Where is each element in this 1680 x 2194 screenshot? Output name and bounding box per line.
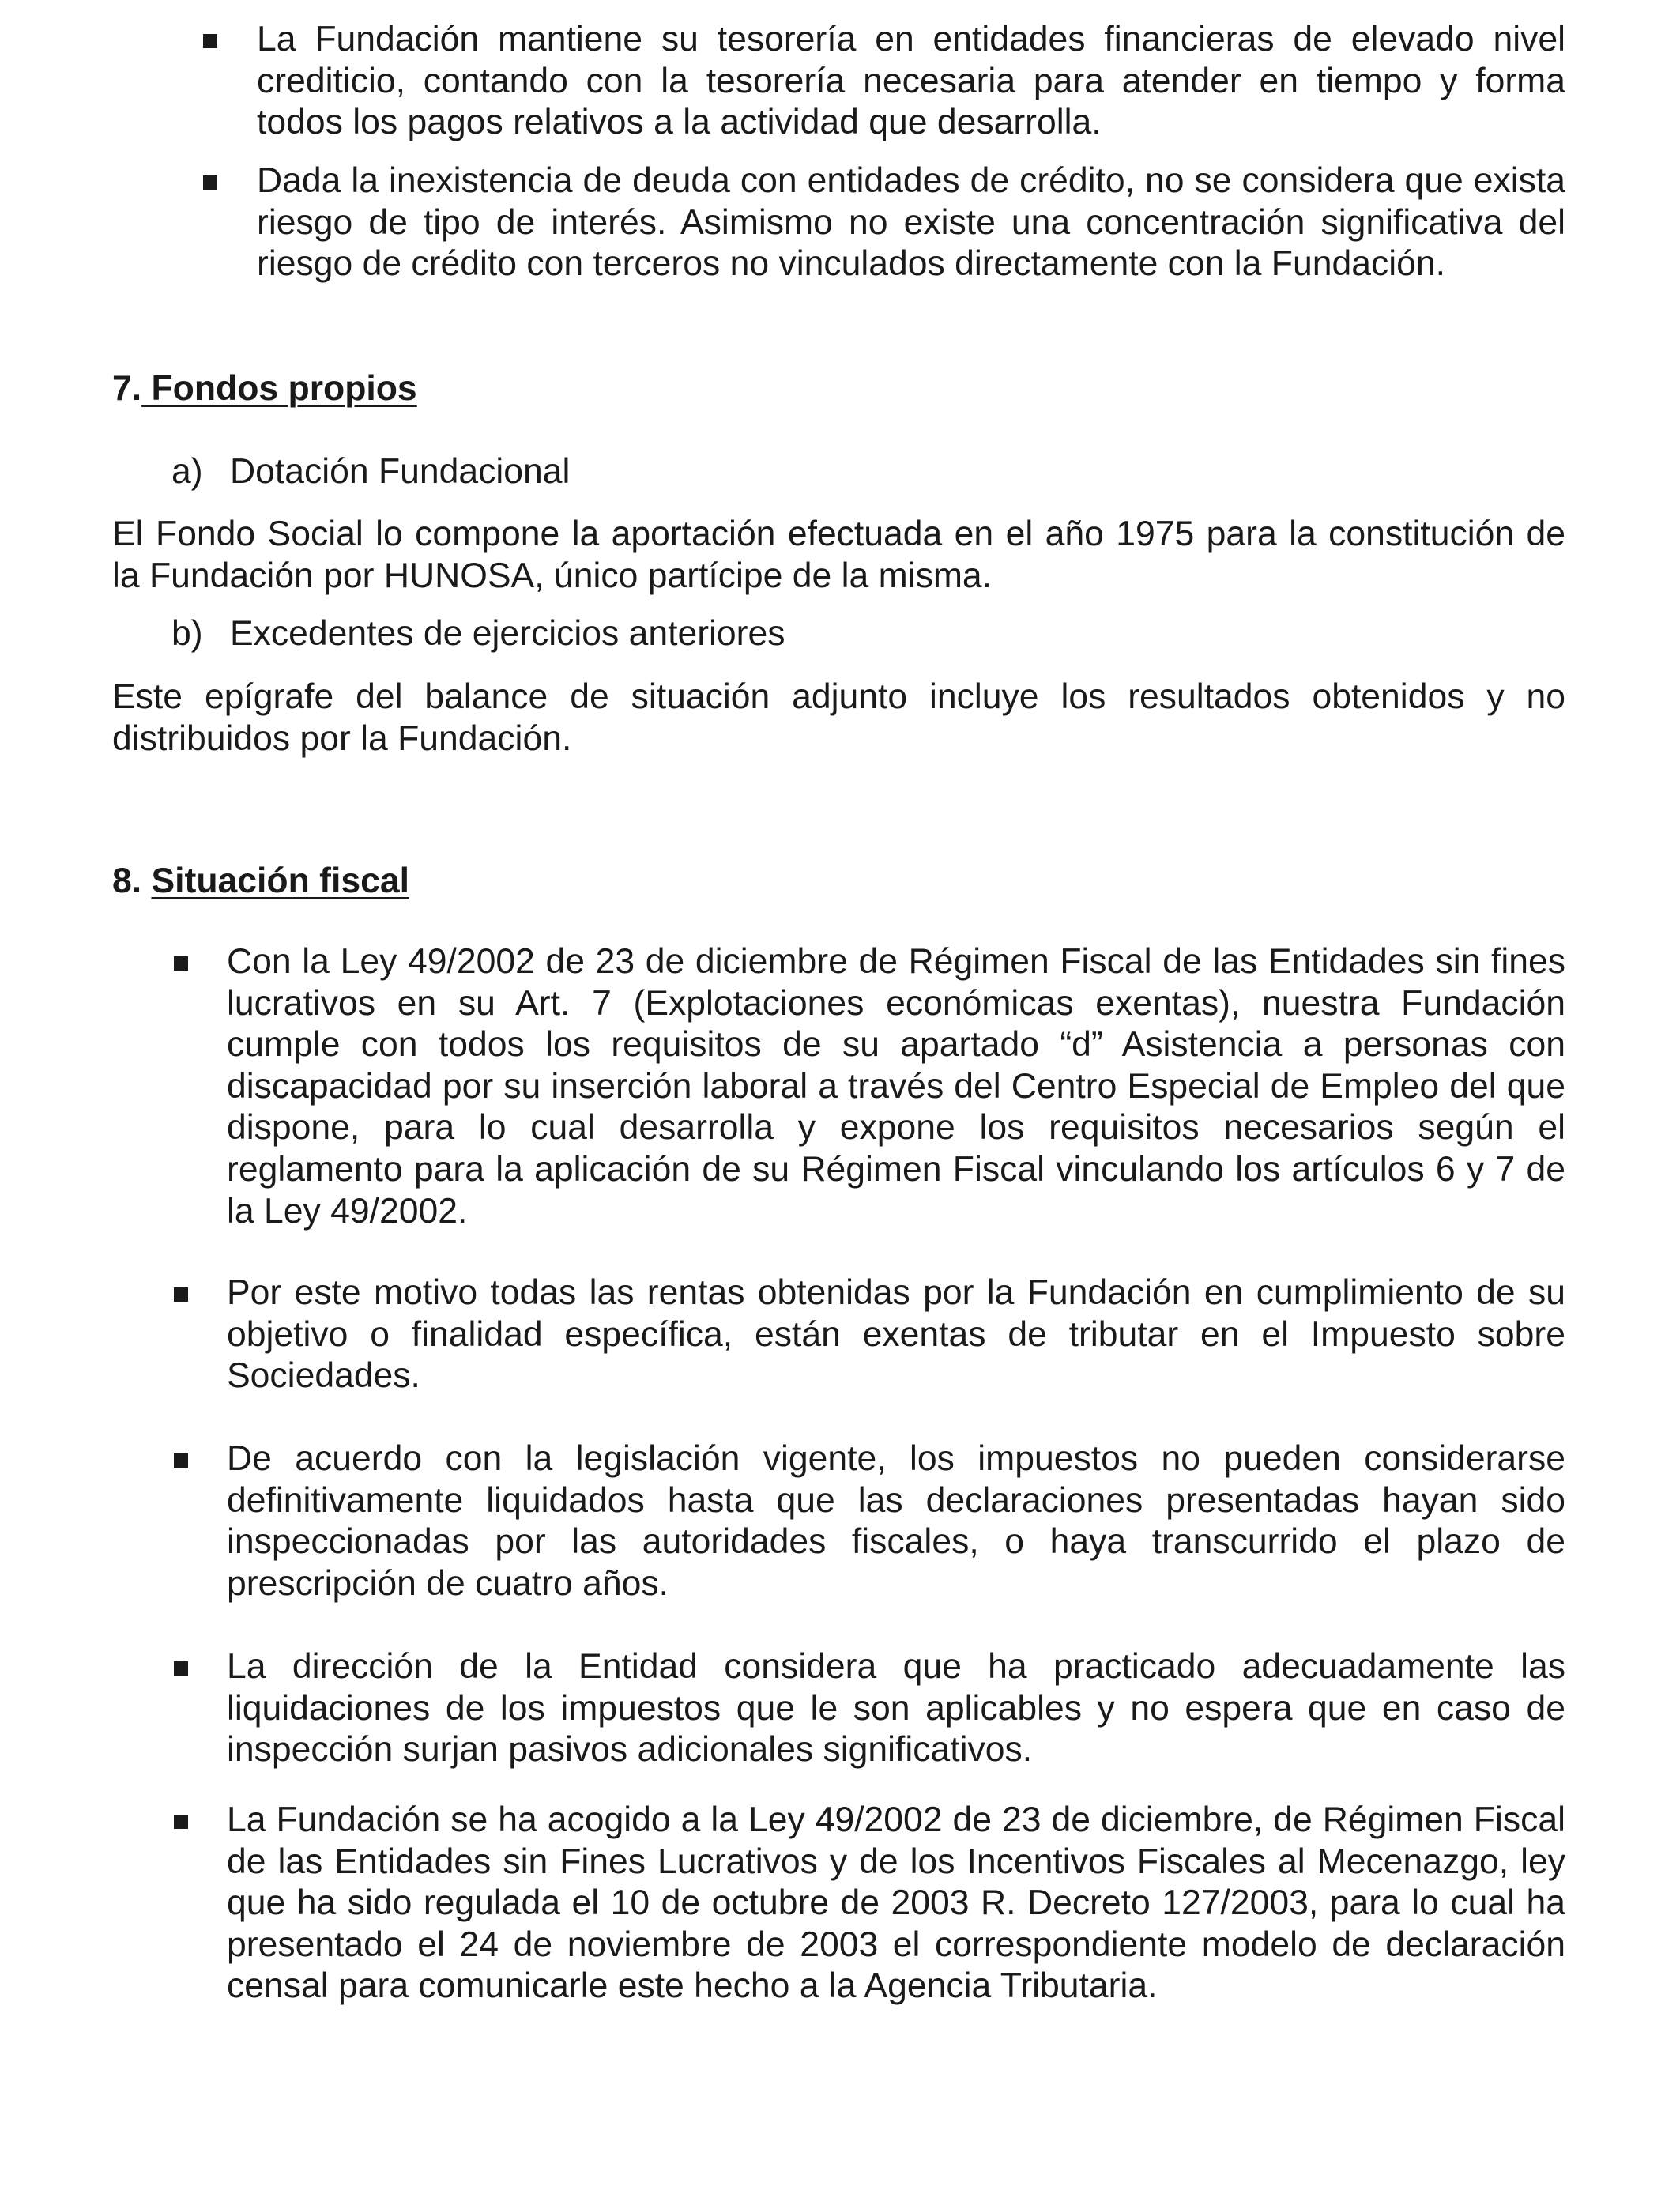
fiscal-bullet-1-text: Con la Ley 49/2002 de 23 de diciembre de Régimen Fiscal de las Entidades sin fines lucrativos en su Art. 7 (Explotaciones económicas exentas), nuestra Fundación cumple con todos los requisitos de su apartado “d” Asistencia a personas con discapacidad por su inserción laboral a través del Centro Especial de Empleo del que dispone, para lo cual desarrolla y expone los requisitos necesarios según el reglamento para la aplicación de su Régimen Fiscal vinculando los artículos 6 y 7 de la Ley 49/2002.	[227, 942, 1565, 1231]
section-7-title: Fondos propios	[141, 369, 417, 408]
top-bullet-1-text: La Fundación mantiene su tesorería en entidades financieras de elevado nivel crediticio, contando con la tesorería necesaria para atender en tiempo y forma todos los pagos relativos a la actividad que desarrolla.	[257, 20, 1565, 142]
section-8-number: 8.	[112, 861, 142, 900]
subsection-a	[171, 451, 570, 493]
top-bullet-2-text: Dada la inexistencia de deuda con entidades de crédito, no se considera que exista riesgo de tipo de interés. Asimismo no existe una concentración significativa del riesgo de crédito con terceros no vinculados directamente con la Fundación.	[257, 161, 1565, 284]
fiscal-bullet-5-text: La Fundación se ha acogido a la Ley 49/2002 de 23 de diciembre, de Régimen Fiscal de las Entidades sin Fines Lucrativos y de los Incentivos Fiscales al Mecenazgo, ley que ha sido regulada el 10 de octubre de 2003 R. Decreto 127/2003, para lo cual ha presentado el 24 de noviembre de 2003 el correspondiente modelo de declaración censal para comunicarle este hecho a la Agencia Tributaria.	[227, 1800, 1565, 2006]
fiscal-bullet-2-text: Por este motivo todas las rentas obtenidas por la Fundación en cumplimiento de su objetivo o finalidad específica, están exentas de tributar en el Impuesto sobre Sociedades.	[227, 1273, 1565, 1396]
bullet-marker	[174, 956, 188, 971]
subsection-b-title: Excedentes de ejercicios anteriores	[230, 614, 785, 653]
paragraph-fondo-social: El Fondo Social lo compone la aportación efectuada en el año 1975 para la constitución de la Fundación por HUNOSA, único partícipe de la misma.	[112, 515, 1565, 595]
bullet-marker	[174, 1815, 188, 1829]
subsection-a-label: a)	[171, 452, 203, 491]
bullet-marker	[174, 1453, 188, 1468]
section-8-heading	[112, 861, 409, 902]
subsection-b	[171, 613, 785, 655]
bullet-marker	[203, 34, 217, 48]
fiscal-bullet-4-text: La dirección de la Entidad considera que ha practicado adecuadamente las liquidaciones de los impuestos que le son aplicables y no espera que en caso de inspección surjan pasivos adicionales significativos.	[227, 1647, 1565, 1770]
subsection-b-label: b)	[171, 614, 203, 653]
bullet-marker	[203, 175, 217, 190]
bullet-marker	[174, 1661, 188, 1676]
bullet-marker	[174, 1287, 188, 1302]
fiscal-bullet-3-text: De acuerdo con la legislación vigente, los impuestos no pueden considerarse definitivamente liquidados hasta que las declaraciones presentadas hayan sido inspeccionadas por las autoridades fiscales, o haya transcurrido el plazo de prescripción de cuatro años.	[227, 1439, 1565, 1603]
subsection-a-title: Dotación Fundacional	[230, 452, 571, 491]
section-8-title: Situación fiscal	[151, 861, 409, 900]
section-7-heading	[112, 368, 417, 409]
section-7-number: 7.	[112, 369, 142, 408]
paragraph-excedentes: Este epígrafe del balance de situación adjunto incluye los resultados obtenidos y no distribuidos por la Fundación.	[112, 677, 1565, 758]
